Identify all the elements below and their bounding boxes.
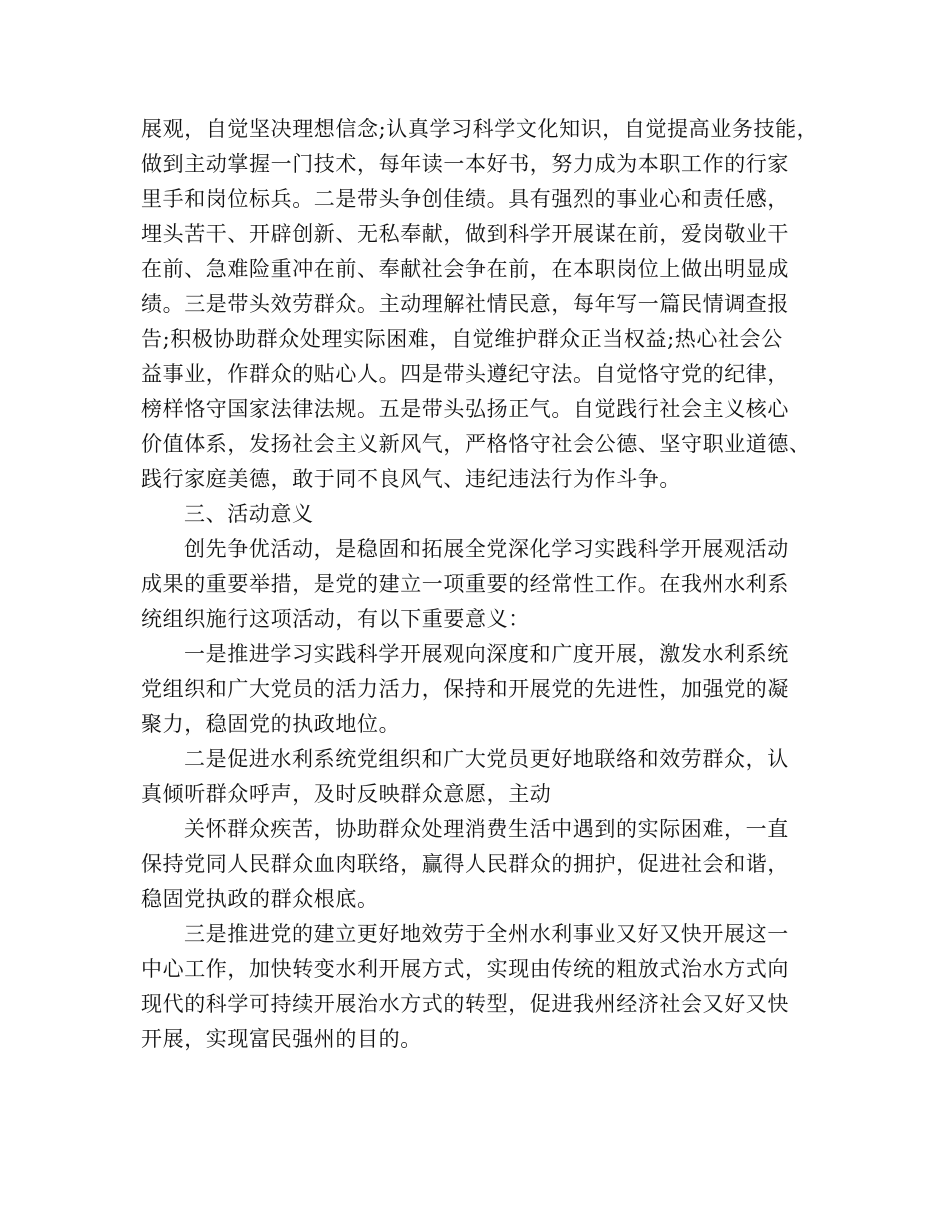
paragraph-line: 保持党同人民群众血肉联络，赢得人民群众的拥护，促进社会和谐， xyxy=(141,852,789,876)
paragraph-line: 稳固党执政的群众根底。 xyxy=(141,887,379,911)
paragraph-line: 告;积极协助群众处理实际困难，自觉维护群众正当权益;热心社会公 xyxy=(141,327,783,351)
paragraph-line: 一是推进学习实践科学开展观向深度和广度开展，激发水利系统 xyxy=(184,642,789,666)
paragraph-line: 党组织和广大党员的活力活力，保持和开展党的先进性，加强党的凝 xyxy=(141,677,789,701)
paragraph-line: 益事业，作群众的贴心人。四是带头遵纪守法。自觉恪守党的纪律， xyxy=(141,362,789,386)
paragraph-line: 展观，自觉坚决理想信念;认真学习科学文化知识，自觉提高业务技能， xyxy=(141,117,819,141)
paragraph-line: 统组织施行这项活动，有以下重要意义： xyxy=(141,607,530,631)
paragraph-line: 绩。三是带头效劳群众。主动理解社情民意，每年写一篇民情调查报 xyxy=(141,292,789,316)
paragraph-line: 做到主动掌握一门技术，每年读一本好书，努力成为本职工作的行家 xyxy=(141,152,789,176)
paragraph-line: 成果的重要举措，是党的建立一项重要的经常性工作。在我州水利系 xyxy=(141,572,789,596)
paragraph-line: 开展，实现富民强州的目的。 xyxy=(141,1027,422,1051)
paragraph-line: 埋头苦干、开辟创新、无私奉献，做到科学开展谋在前，爱岗敬业干 xyxy=(141,222,789,246)
paragraph-line: 三是推进党的建立更好地效劳于全州水利事业又好又快开展这一 xyxy=(184,922,789,946)
paragraph-line: 践行家庭美德，敢于同不良风气、违纪违法行为作斗争。 xyxy=(141,467,681,491)
section-heading: 三、活动意义 xyxy=(184,502,314,526)
paragraph-line: 创先争优活动，是稳固和拓展全党深化学习实践科学开展观活动 xyxy=(184,537,789,561)
paragraph-line: 在前、急难险重冲在前、奉献社会争在前，在本职岗位上做出明显成 xyxy=(141,257,789,281)
paragraph-line: 中心工作，加快转变水利开展方式，实现由传统的粗放式治水方式向 xyxy=(141,957,789,981)
paragraph-line: 真倾听群众呼声，及时反映群众意愿，主动 xyxy=(141,782,552,806)
paragraph-line: 二是促进水利系统党组织和广大党员更好地联络和效劳群众，认 xyxy=(184,747,789,771)
paragraph-line: 价值体系，发扬社会主义新风气，严格恪守社会公德、坚守职业道德、 xyxy=(141,432,811,456)
paragraph-line: 里手和岗位标兵。二是带头争创佳绩。具有强烈的事业心和责任感， xyxy=(141,187,789,211)
paragraph-line: 关怀群众疾苦，协助群众处理消费生活中遇到的实际困难，一直 xyxy=(184,817,789,841)
paragraph-line: 榜样恪守国家法律法规。五是带头弘扬正气。自觉践行社会主义核心 xyxy=(141,397,789,421)
paragraph-line: 聚力，稳固党的执政地位。 xyxy=(141,712,401,736)
paragraph-line: 现代的科学可持续开展治水方式的转型，促进我州经济社会又好又快 xyxy=(141,992,789,1016)
